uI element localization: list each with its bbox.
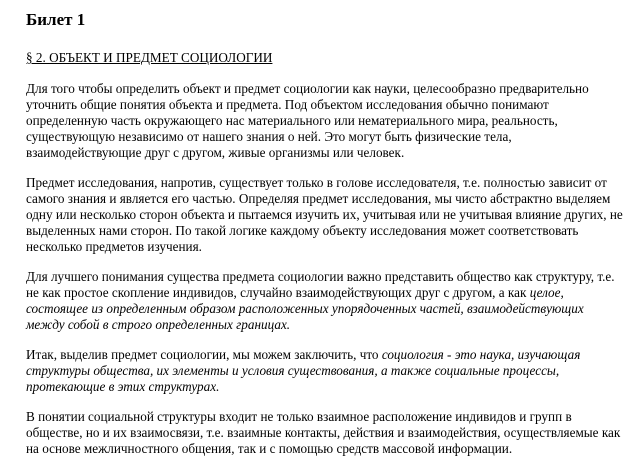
section-heading: § 2. ОБЪЕКТ И ПРЕДМЕТ СОЦИОЛОГИИ [26, 50, 273, 65]
ticket-title: Билет 1 [26, 10, 86, 29]
paragraph-3-italic-definition: целое, состоящее из определенным образом расположенных упорядоченных частей, взаимодействующих между собой в строго определенных границах. [26, 285, 584, 332]
paragraph-2: Предмет исследования, напротив, существует только в голове исследователя, т.е. полностью зависит от самого знания и является его частью. Определяя предмет исследования, мы чисто абстрактно выделяем одну или несколько сторон объекта и пытаемся изучить их, учитывая или не учитывая влияние других, не выделенных нами сторон. По такой логике каждому объекту исследования может соответствовать несколько предметов изучения. [26, 175, 623, 254]
paragraph-4-italic-definition: социология - это наука, изучающая структуры общества, их элементы и условия существования, а также социальные процессы, протекающие в этих структурах. [26, 347, 581, 394]
paragraph-3-text: Для лучшего понимания существа предмета социологии важно представить общество как структуру, т.е. не как простое скопление индивидов, случайно взаимодействующих друг с другом, а как [26, 269, 615, 300]
paragraph-1: Для того чтобы определить объект и предмет социологии как науки, целесообразно предварительно уточнить общие понятия объекта и предмета. Под объектом исследования обычно понимают определенную часть окружающего нас материального или нематериального мира, реальность, существующую независимо от нашего знания о ней. Это могут быть физические тела, взаимодействующие друг с другом, живые организмы или человек. [26, 81, 589, 160]
paragraph-3 [26, 269, 624, 333]
paragraph-4-text: Итак, выделив предмет социологии, мы можем заключить, что [26, 347, 382, 362]
paragraph-4 [26, 347, 624, 395]
paragraph-5: В понятии социальной структуры входит не только взаимное расположение индивидов и групп в обществе, но и их взаимосвязи, т.е. взаимные контакты, действия и взаимодействия, осуществляемые как на основе межличностного общения, так и с помощью средств массовой информации. [26, 409, 621, 456]
